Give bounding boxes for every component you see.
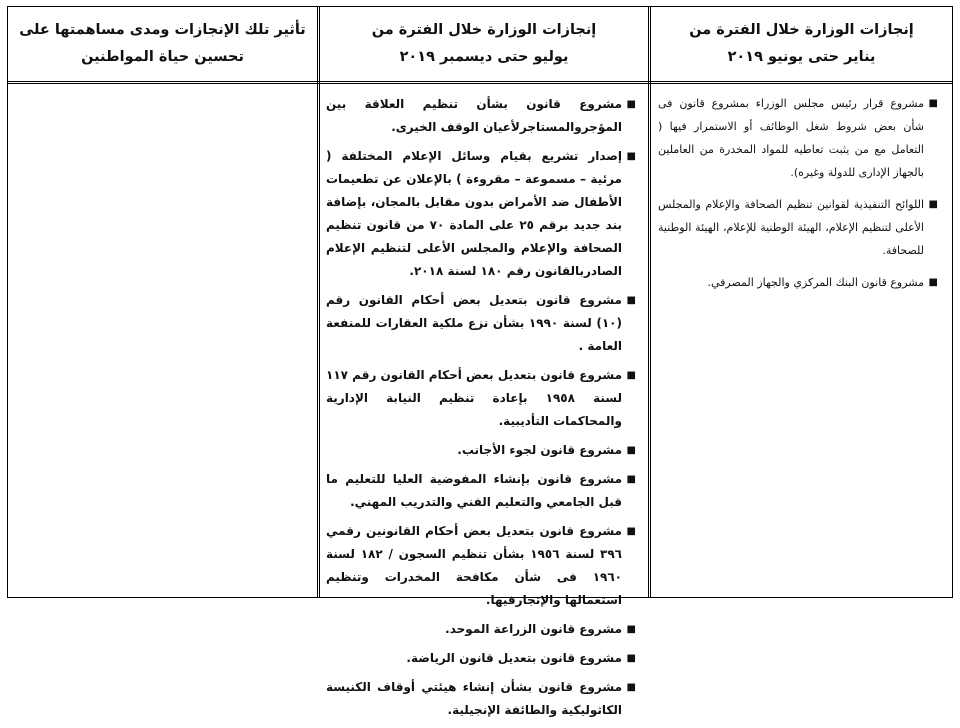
header-jul-dec [320,7,648,81]
bullet-icon: ■ [626,624,636,635]
list-item: ■ مشروع قانون بإنشاء المفوضية العليا للتعليم ما قبل الجامعي والتعليم الفني والتدريب المهني. [326,468,638,514]
header-divider [8,81,952,84]
list-item: ■ إصدار تشريع بقيام وسائل الإعلام المختلفة ( مرئية – مسموعة – مقروءة ) بالإعلان عن تطعيمات الأطفال ضد الأمراض بدون مقابل بالمجان، بإضافة بند جديد برقم ٢٥ على المادة ٧٠ من قانون تنظيم الصحافة والإعلام والمجلس الأعلى لتنظيم الإعلام الصادربالقانون رقم ١٨٠ لسنة ٢٠١٨. [326,145,638,283]
bullet-icon: ■ [626,370,636,381]
bullet-icon: ■ [928,199,938,210]
list-item: ■ مشروع قانون البنك المركزي والجهاز المصرفي. [658,271,940,294]
bullet-icon: ■ [928,277,938,288]
header-impact-line1: تأثير تلك الإنجازات ومدى مساهمتها على [19,22,306,38]
list-item: ■ مشروع قانون الزراعة الموحد. [326,618,638,641]
header-jan-jun [651,7,952,81]
column-divider [317,7,320,597]
bullet-icon: ■ [626,445,636,456]
list-item: ■ مشروع قانون بتعديل بعض أحكام القانونين رقمي ٣٩٦ لسنة ١٩٥٦ بشأن تنظيم السجون / ١٨٢ لسنة ١٩٦٠ فى شأن مكافحة المخدرات وتنظيم استعمالها والإتجارفيها. [326,520,638,612]
bullet-icon: ■ [626,653,636,664]
header-jul-dec-line1: إنجازات الوزارة خلال الفترة من [371,22,597,38]
list-item: ■ مشروع قانون بشأن إنشاء هيئتي أوقاف الكنيسة الكاثوليكية والطائفة الإنجيلية. [326,676,638,722]
header-jan-jun-line1: إنجازات الوزارة خلال الفترة من [689,22,914,38]
bullet-icon: ■ [928,98,938,109]
list-item: ■ مشروع قانون لجوء الأجانب. [326,439,638,462]
jan-jun-achievements [658,92,940,303]
bullet-icon: ■ [626,682,636,693]
achievements-table [7,6,953,717]
bullet-icon: ■ [626,99,636,110]
list-item: ■ مشروع قرار رئيس مجلس الوزراء بمشروع قانون فى شأن بعض شروط شغل الوظائف أو الاستمرار فيها ( التعامل مع من يثبت تعاطيه للمواد المخدرة من العاملين بالجهاز الإدارى للدولة وغيره). [658,92,940,184]
list-item: ■ مشروع قانون بتعديل قانون الرياضة. [326,647,638,670]
list-item: ■ مشروع قانون بتعديل بعض أحكام القانون رقم (١٠) لسنة ١٩٩٠ بشأن نزع ملكية العقارات للمنفعة العامة . [326,289,638,358]
bullet-icon: ■ [626,295,636,306]
bullet-icon: ■ [626,151,636,162]
header-impact [8,7,317,81]
jul-dec-achievements [326,93,638,728]
bullet-icon: ■ [626,474,636,485]
list-item: ■ اللوائح التنفيذية لقوانين تنظيم الصحافة والإعلام والمجلس الأعلى لتنظيم الإعلام، الهيئة الوطنية للإعلام، الهيئة الوطنية للصحافة. [658,193,940,262]
list-item: ■ مشروع قانون بتعديل بعض أحكام القانون رقم ١١٧ لسنة ١٩٥٨ بإعادة تنظيم النيابة الإدارية والمحاكمات التأديبية. [326,364,638,433]
column-divider [648,7,651,597]
header-jan-jun-line2: يناير حتى يونيو ٢٠١٩ [727,49,876,65]
list-item: ■ مشروع قانون بشأن تنظيم العلاقة بين المؤجروالمستاجرلأعيان الوقف الخيرى. [326,93,638,139]
header-jul-dec-line2: يوليو حتى ديسمبر ٢٠١٩ [399,49,569,65]
bullet-icon: ■ [626,526,636,537]
header-impact-line2: تحسين حياة المواطنين [81,49,244,65]
